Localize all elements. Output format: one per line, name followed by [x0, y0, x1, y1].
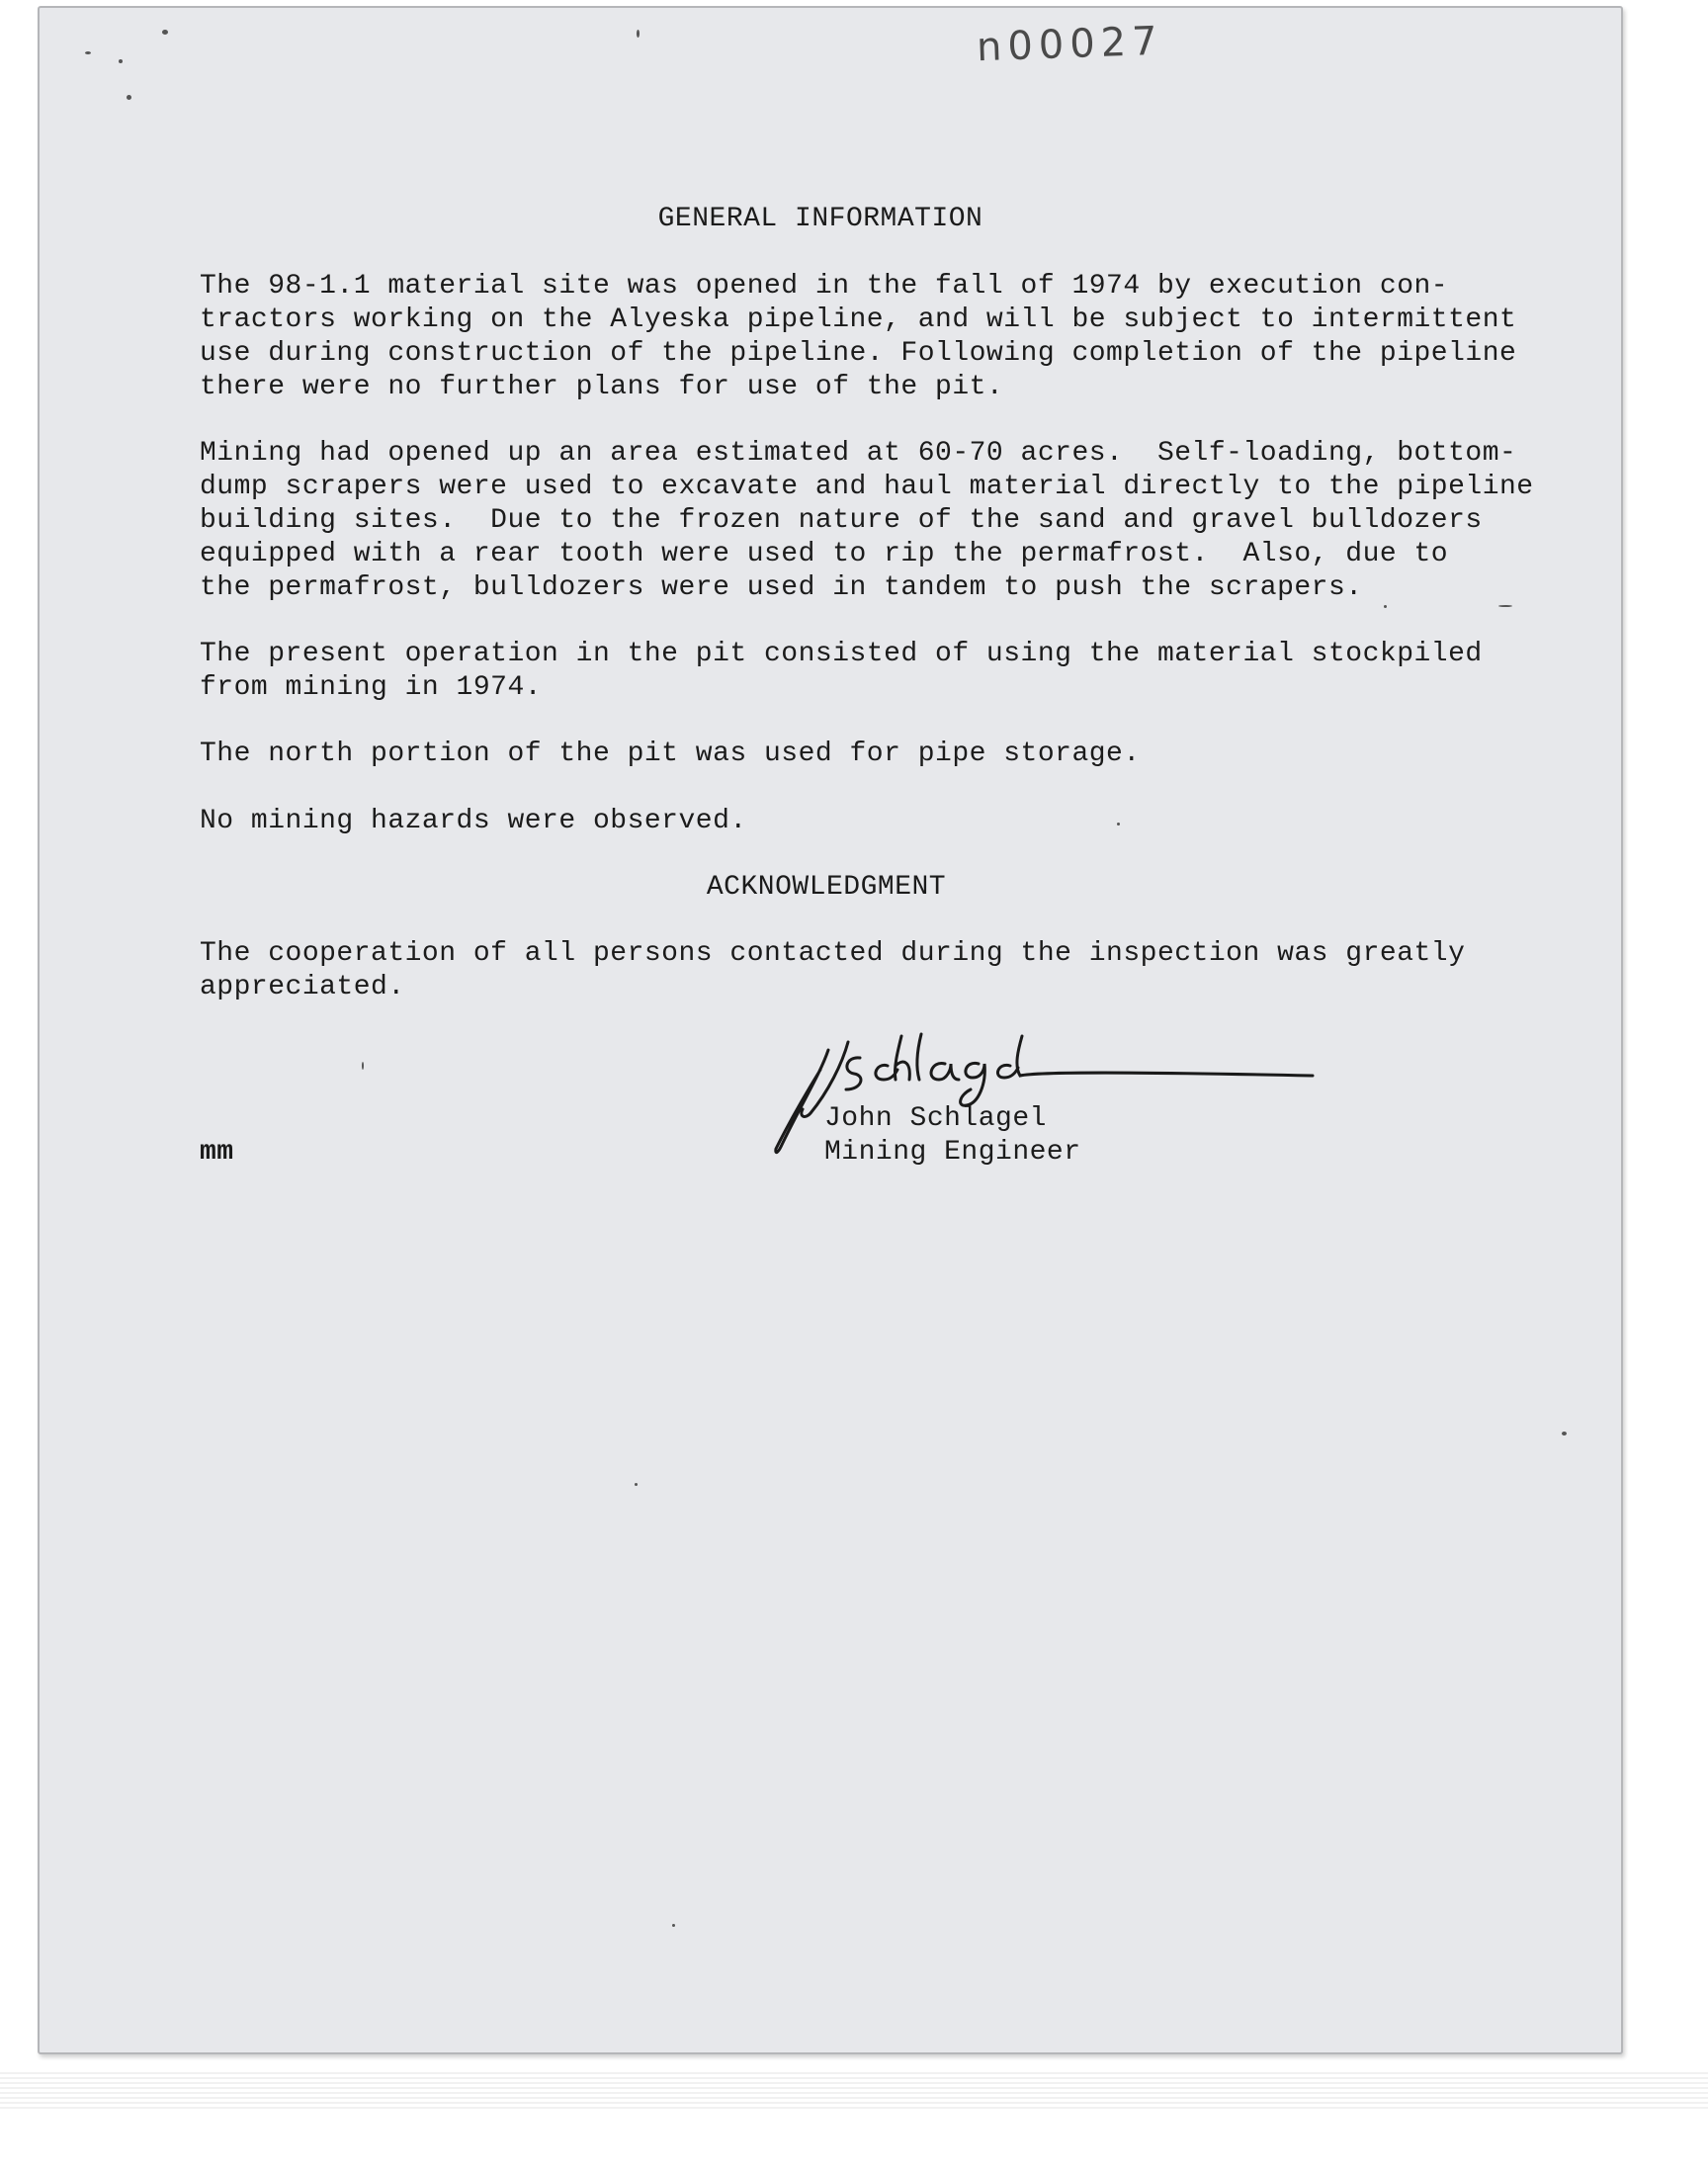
text-line: use during construction of the pipeline. Following completion of the pipeline: [200, 338, 1517, 369]
speck: [127, 95, 131, 100]
text-line: The 98-1.1 material site was opened in the fall of 1974 by execution con-: [200, 271, 1449, 302]
text-line: the permafrost, bulldozers were used in tandem to push the scrapers.: [200, 572, 1363, 603]
speck: [162, 30, 168, 35]
text-line: building sites. Due to the frozen nature of the sand and gravel bulldozers: [200, 505, 1483, 536]
speck: [637, 30, 640, 38]
text-line: The present operation in the pit consisted of using the material stockpiled: [200, 639, 1483, 669]
general-information-heading: GENERAL INFORMATION: [657, 204, 983, 234]
text-line: from mining in 1974.: [200, 672, 543, 703]
paragraph-no-hazards: No mining hazards were observed.: [200, 806, 747, 836]
speck: [635, 1483, 638, 1486]
scan-artifact-band: [0, 2072, 1708, 2112]
speck: [85, 51, 91, 54]
speck: [1498, 605, 1512, 607]
typist-initials: mm: [200, 1137, 234, 1168]
text-line: Mining had opened up an area estimated at 60-70 acres. Self-loading, bottom-: [200, 438, 1517, 469]
text-line: tractors working on the Alyeska pipeline, and will be subject to intermittent: [200, 304, 1517, 335]
document-number-stamp: n00027: [976, 18, 1164, 71]
text-line: appreciated.: [200, 972, 405, 1002]
text-line: dump scrapers were used to excavate and haul material directly to the pipeline: [200, 472, 1534, 502]
speck: [1117, 823, 1120, 826]
speck: [1562, 1432, 1567, 1436]
text-line: there were no further plans for use of the pit.: [200, 372, 1004, 402]
paragraph-pipe-storage: The north portion of the pit was used for pipe storage.: [200, 739, 1141, 769]
text-line: The cooperation of all persons contacted during the inspection was greatly: [200, 938, 1466, 969]
speck: [362, 1062, 364, 1070]
acknowledgment-heading: ACKNOWLEDGMENT: [706, 872, 947, 903]
text-line: equipped with a rear tooth were used to rip the permafrost. Also, due to: [200, 539, 1449, 569]
speck: [119, 59, 123, 63]
signer-title: Mining Engineer: [824, 1137, 1081, 1168]
speck: [672, 1924, 675, 1927]
signer-name: John Schlagel: [824, 1103, 1047, 1134]
speck: [1384, 605, 1387, 608]
